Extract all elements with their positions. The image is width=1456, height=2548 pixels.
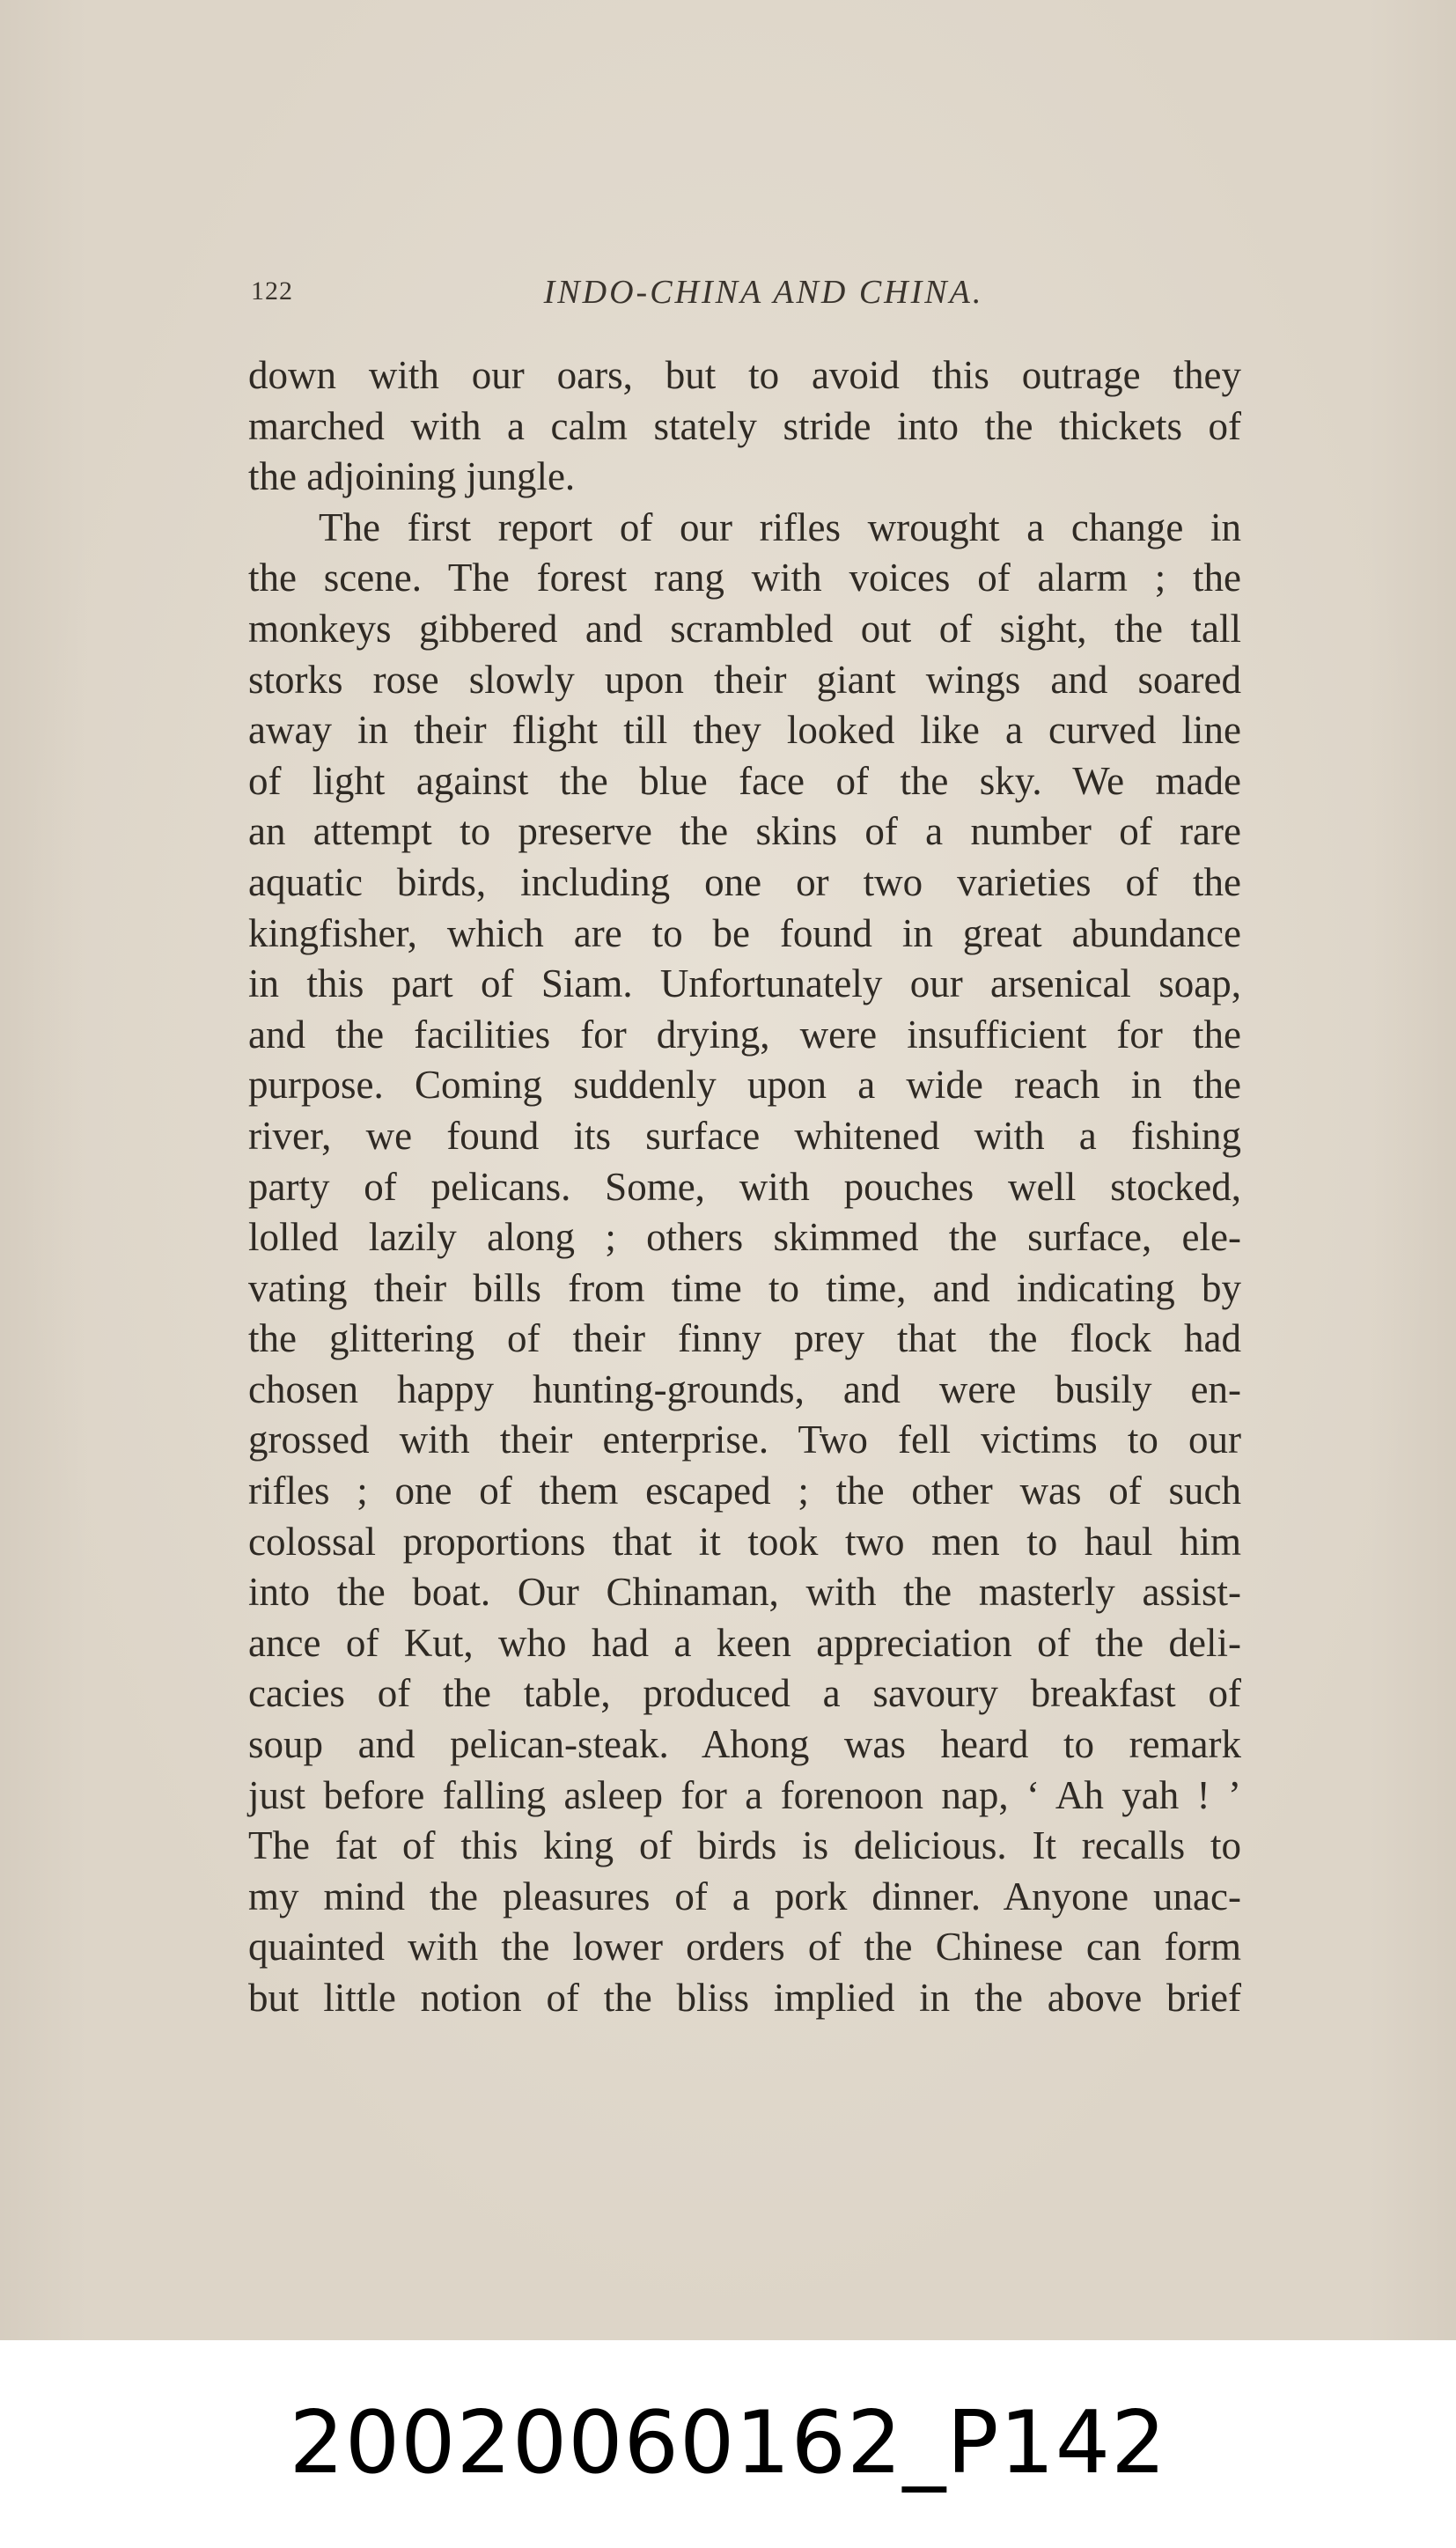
body-text	[248, 350, 1241, 2024]
text-line: and the facilities for drying, were insufficient for the	[248, 1012, 1241, 1057]
text-line: cacies of the table, produced a savoury breakfast of	[248, 1671, 1241, 1716]
text-line: down with our oars, but to avoid this outrage they	[248, 353, 1241, 397]
text-line: ance of Kut, who had a keen appreciation of the deli-	[248, 1620, 1241, 1665]
text-line: lolled lazily along ; others skimmed the surface, ele-	[248, 1215, 1241, 1260]
text-line: chosen happy hunting-grounds, and were busily en-	[248, 1366, 1241, 1411]
text-line: party of pelicans. Some, with pouches well stocked,	[248, 1164, 1241, 1209]
text-line: aquatic birds, including one or two varieties of the	[248, 859, 1241, 904]
text-line: my mind the pleasures of a pork dinner. Anyone unac-	[248, 1874, 1241, 1918]
text-line: monkeys gibbered and scrambled out of sight, the tall	[248, 606, 1241, 651]
text-line: rifles ; one of them escaped ; the other was of such	[248, 1469, 1241, 1513]
text-line: the glittering of their finny prey that the flock had	[248, 1316, 1241, 1361]
text-line: colossal proportions that it took two men to haul him	[248, 1519, 1241, 1564]
text-line: quainted with the lower orders of the Chinese can form	[248, 1925, 1241, 1970]
text-line: the adjoining jungle.	[248, 454, 576, 499]
text-line: river, we found its surface whitened with a fishing	[248, 1113, 1241, 1158]
text-line: grossed with their enterprise. Two fell victims to our	[248, 1418, 1241, 1462]
text-line: just before falling asleep for a forenoon nap, ‘ Ah yah ! ’	[248, 1772, 1241, 1817]
text-line: away in their flight till they looked like a curved line	[248, 708, 1241, 753]
running-title: INDO-CHINA AND CHINA.	[543, 274, 984, 311]
text-line: into the boat. Our Chinaman, with the masterly assist-	[248, 1570, 1241, 1615]
text-line: The fat of this king of birds is delicious. It recalls to	[248, 1823, 1241, 1868]
text-line: marched with a calm stately stride into the thickets of	[248, 403, 1241, 448]
running-head	[251, 273, 1241, 319]
text-line: The first report of our rifles wrought a change in	[319, 504, 1241, 549]
text-line: but little notion of the bliss implied in the above brief	[248, 1976, 1241, 2020]
text-line: of light against the blue face of the sky. We made	[248, 758, 1241, 803]
page-number: 122	[251, 276, 293, 306]
text-line: vating their bills from time to time, and indicating by	[248, 1265, 1241, 1310]
text-line: purpose. Coming suddenly upon a wide reach in the	[248, 1063, 1241, 1108]
text-line: kingfisher, which are to be found in great abundance	[248, 910, 1241, 955]
text-line: an attempt to preserve the skins of a number of rare	[248, 809, 1241, 854]
caption-bar	[0, 2340, 1456, 2548]
scan-identifier: 20020060162_P142	[289, 2393, 1167, 2493]
text-line: soup and pelican-steak. Ahong was heard to remark	[248, 1722, 1241, 1767]
text-line: the scene. The forest rang with voices of alarm ; the	[248, 556, 1241, 600]
text-line: storks rose slowly upon their giant wings and soared	[248, 657, 1241, 702]
text-line: in this part of Siam. Unfortunately our arsenical soap,	[248, 961, 1241, 1006]
